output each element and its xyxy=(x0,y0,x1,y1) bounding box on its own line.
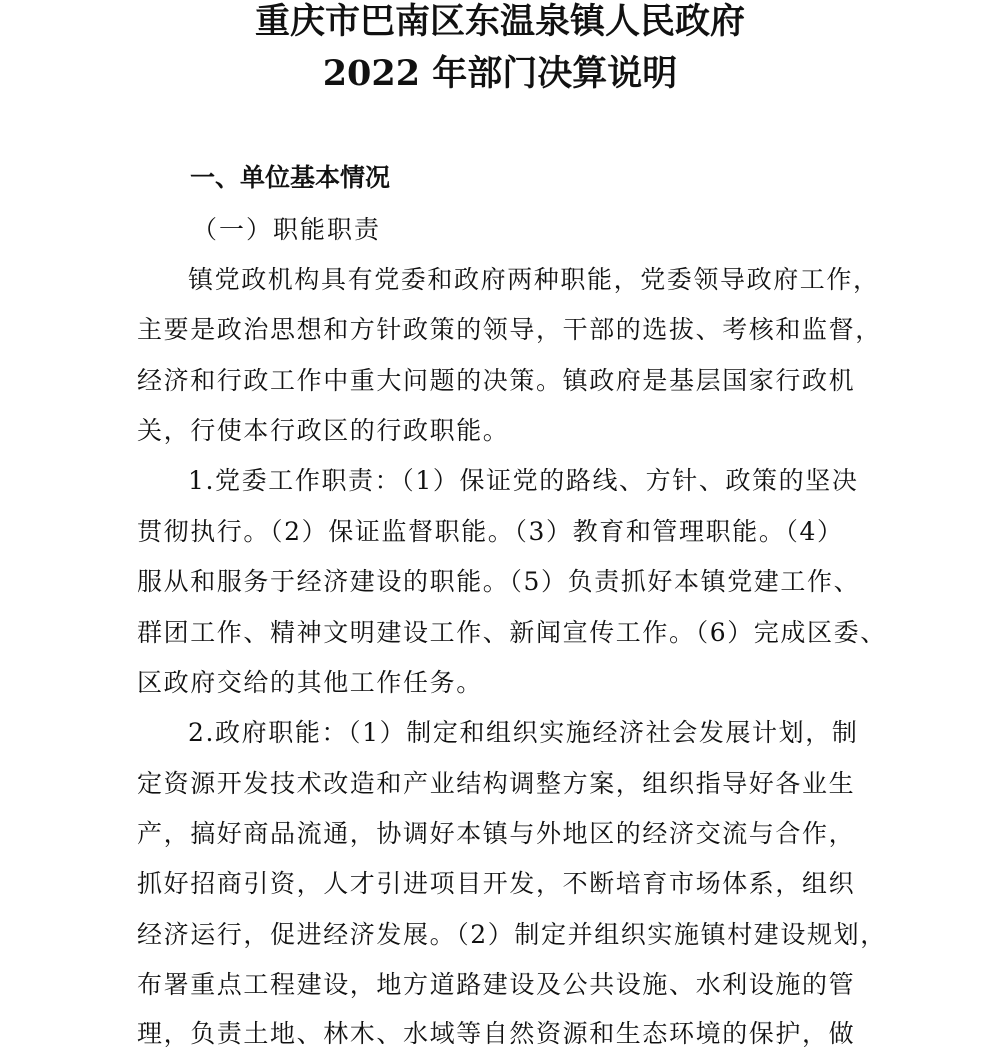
paragraph-line: 经济和行政工作中重大问题的决策。镇政府是基层国家行政机 xyxy=(137,366,856,395)
paragraph-line: 产，搞好商品流通，协调好本镇与外地区的经济交流与合作， xyxy=(137,819,856,848)
paragraph-line: 1.党委工作职责：（1）保证党的路线、方针、政策的坚决 xyxy=(188,466,859,495)
document-title-line-2: 2022 年部门决算说明 xyxy=(322,53,678,94)
paragraph-line: 主要是政治思想和方针政策的领导，干部的选拔、考核和监督， xyxy=(137,315,882,344)
paragraph-line: 定资源开发技术改造和产业结构调整方案，组织指导好各业生 xyxy=(137,769,856,798)
paragraph-line: 经济运行，促进经济发展。（2）制定并组织实施镇村建设规划， xyxy=(137,920,887,949)
subsection-heading-functions: （一）职能职责 xyxy=(192,215,382,244)
paragraph-line: 关，行使本行政区的行政职能。 xyxy=(137,416,510,445)
paragraph-line: 群团工作、精神文明建设工作、新闻宣传工作。（6）完成区委、 xyxy=(137,618,887,647)
paragraph-line: 贯彻执行。（2）保证监督职能。（3）教育和管理职能。（4） xyxy=(137,517,844,546)
paragraph-line: 镇党政机构具有党委和政府两种职能，党委领导政府工作， xyxy=(188,265,880,294)
paragraph-line: 理，负责土地、林木、水域等自然资源和生态环境的保护，做 xyxy=(137,1019,856,1048)
document-title-line-1: 重庆市巴南区东温泉镇人民政府 xyxy=(254,1,745,42)
paragraph-line: 2.政府职能：（1）制定和组织实施经济社会发展计划，制 xyxy=(188,718,859,747)
paragraph-line: 布署重点工程建设，地方道路建设及公共设施、水利设施的管 xyxy=(137,970,856,999)
paragraph-line: 服从和服务于经济建设的职能。（5）负责抓好本镇党建工作、 xyxy=(137,567,861,596)
paragraph-line: 区政府交给的其他工作任务。 xyxy=(137,668,483,697)
section-heading-basic-info: 一、单位基本情况 xyxy=(190,163,391,192)
paragraph-line: 抓好招商引资，人才引进项目开发，不断培育市场体系，组织 xyxy=(137,869,856,898)
